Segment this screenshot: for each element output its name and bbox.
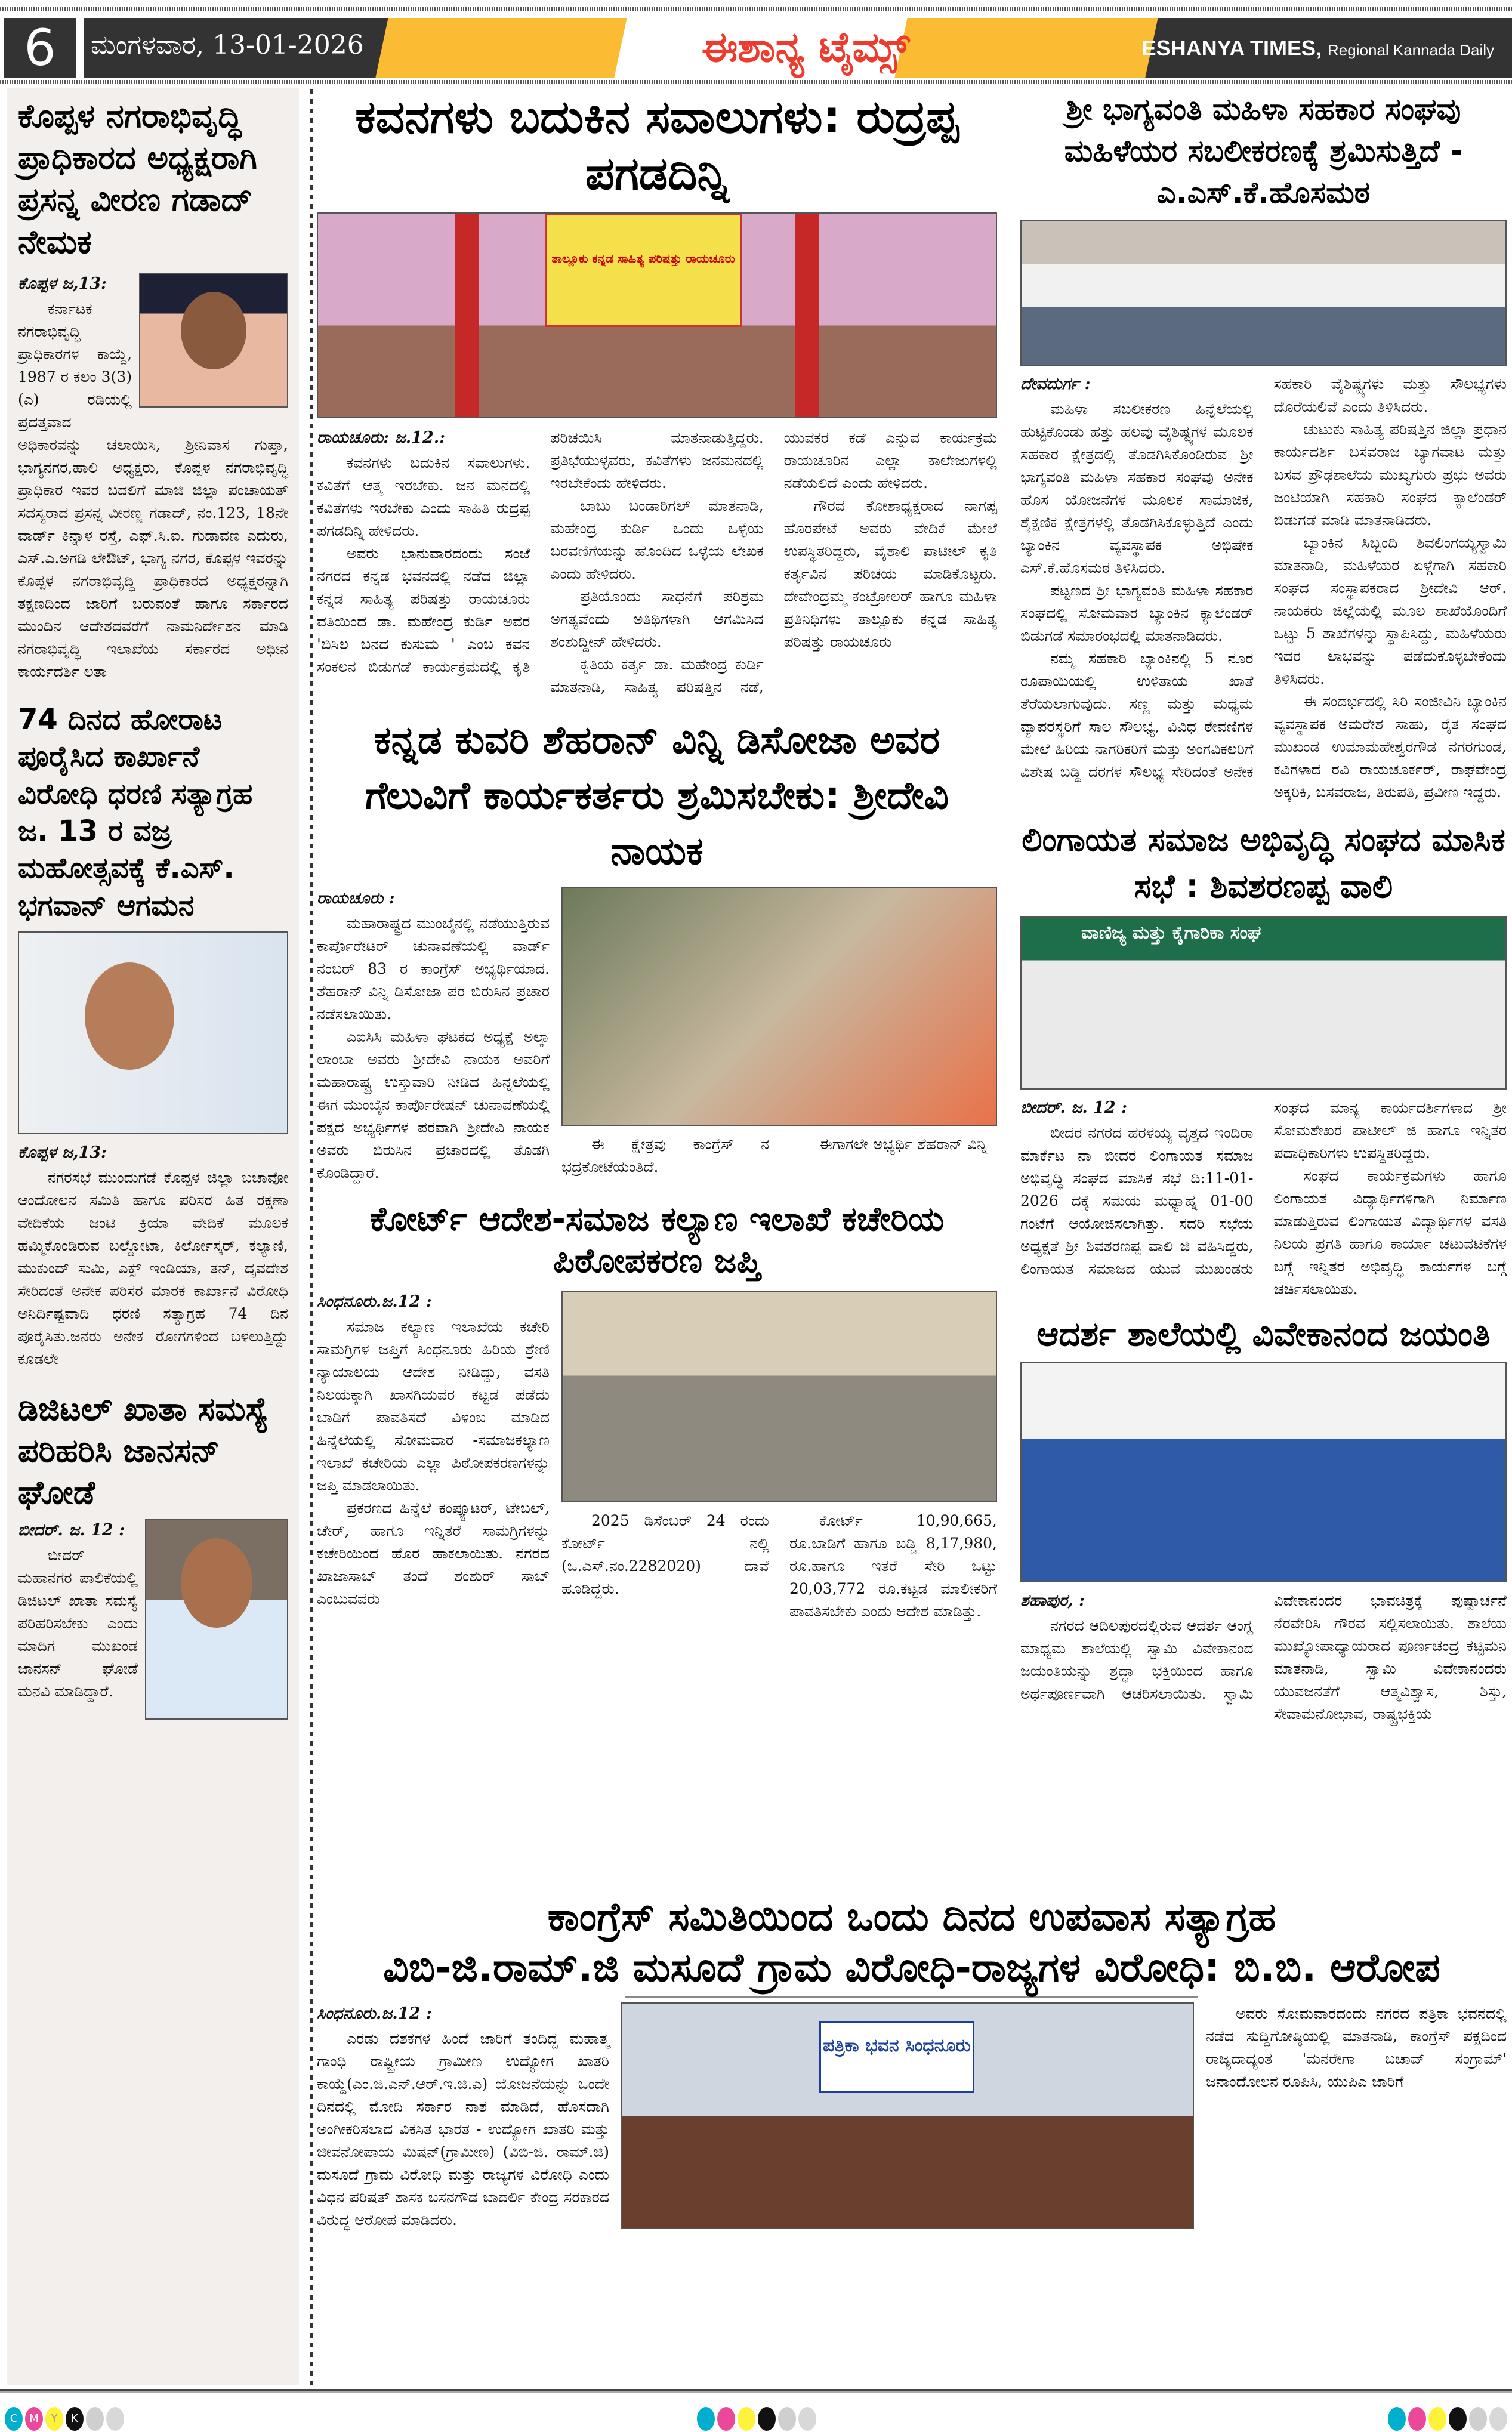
black-mark: K	[66, 2407, 84, 2431]
article-poetry	[317, 88, 997, 699]
article-court-seizure	[317, 1199, 997, 1623]
press-meet-photo	[621, 2002, 1194, 2229]
dateline: ಬೀದರ್. ಜ. 12 :	[18, 1520, 125, 1539]
paragraph: ಮಹಿಳಾ ಸಬಲೀಕರಣ ಹಿನ್ನೆಲೆಯಲ್ಲಿ ಹುಟ್ಟಿಕೊಂಡು ಹತ್ತು ಹಲವು ವೈಶಿಷ್ಟ್ಯಗಳ ಮೂಲಕ ಸಹಕಾರ ಕ್ಷೇತ್ರದಲ್ಲಿ ತೊಡಗಿಸಿಕೊಂಡಿರುವ ಶ್ರೀ ಭಾಗ್ಯವಂತಿ ಮಹಿಳಾ ಸಹಕಾರ ಸಂಘವು ಅನೇಕ ಹೊಸ ಯೋಜನೆಗಳ ಮೂಲಕ ಸಾಮಾಜಿಕ, ಶೈಕ್ಷಣಿಕ ಕ್ಷೇತ್ರಗಳಲ್ಲಿ ತೊಡಗಿಸಿಕೊಳ್ಳುತ್ತಿದೆ ಎಂದು ಬ್ಯಾಂಕಿನ ವ್ಯವಸ್ಥಾಪಕ ಅಭಿಷೇಕ ಎಸ್.ಕೆ.ಹೊಸಮಠ ತಿಳಿಸಿದರು.	[1020, 400, 1254, 576]
article-shreedevi	[317, 713, 997, 1184]
article-lingayat	[1020, 817, 1507, 1301]
dateline: ರಾಯಚೂರು :	[317, 889, 395, 908]
dateline: ಸಿಂಧನೂರು.ಜ.12 :	[317, 2004, 432, 2023]
paragraph: ಗೌರವ ಕೋಶಾಧ್ಯಕ್ಷರಾದ ನಾಗಪ್ಪ ಹೊರಪೇಟೆ ಅವರು ವೇದಿಕೆ ಮೇಲೆ ಉಪಸ್ಥಿತರಿದ್ದರು, ವೈಶಾಲಿ ಪಾಟೀಲ್ ಕೃತಿ ಕರ್ತೃವಿನ ಪರಿಚಯ ಮಾಡಿಕೊಟ್ಟರು. ದೇವೇಂದ್ರಮ್ಮ ಕಂಟ್ರೋಲರ್ ಹಾಗೂ ಮಹಿಳಾ ಪ್ರತಿನಿಧಿಗಳು ತಾಲ್ಲೂಕು ಕನ್ನಡ ಸಾಹಿತ್ಯ ಪರಿಷತ್ತು ರಾಯಚೂರು	[783, 497, 997, 650]
issue-date: ಮಂಗಳವಾರ, 13-01-2026	[91, 30, 364, 60]
paragraph: ಕೋರ್ಟ್ 10,90,665, ರೂ.ಬಾಡಿಗೆ ಹಾಗೂ ಬಡ್ಡಿ 8,17,980, ರೂ.ಹಾಗೂ ಇತರೆ ಸೇರಿ ಒಟ್ಟು 20,03,772 ರೂ.ಕಟ್ಟಡ ಮಾಲೀಕರಿಗೆ ಪಾವತಿಸಬೇಕು ಎಂದು ಆದೇಶ ಮಾಡಿತ್ತು.	[789, 1512, 997, 1621]
article-koppal-uda	[18, 95, 288, 683]
paragraph: ಸಂಘದ ಕಾರ್ಯಕ್ರಮಗಳು ಹಾಗೂ ಲಿಂಗಾಯತ ವಿದ್ಯಾರ್ಥಿಗಳಿಗಾಗಿ ನಿರ್ಮಾಣ ಮಾಡುತ್ತಿರುವ ಲಿಂಗಾಯತ ವಿದ್ಯಾರ್ಥಿಗಳ ವಸತಿ ನಿಲಯ ಪ್ರಗತಿ ಹಾಗೂ ಕಾರ್ಯಾ ಚಟುವಟಿಕೆಗಳ ಬಗ್ಗೆ ಇನ್ನಿತರ ಅಭಿವೃದ್ಧಿ ಕಾರ್ಯಗಳ ಬಗ್ಗೆ ಚರ್ಚಿಸಲಾಯಿತು.	[1273, 1166, 1507, 1298]
paragraph: ಪ್ರಕರಣದ ಹಿನ್ನೆಲೆ ಕಂಪ್ಯೂಟರ್, ಟೇಬಲ್, ಚೇರ್, ಹಾಗೂ ಇನ್ನಿತರೆ ಸಾಮಗ್ರಿಗಳನ್ನು ಕಚೇರಿಯಿಂದ ಹೊರ ಹಾಕಲಾಯಿತು. ನಗರದ ಖಾಜಾಸಾಬ್ ತಂದೆ ಶಂಶುರ್ ಸಾಬ್ ಎಂಬುವವರು	[317, 1499, 550, 1608]
article-vivekananda	[1020, 1314, 1507, 1726]
paragraph: ಮಹಾರಾಷ್ಟ್ರದ ಮುಂಬೈನಲ್ಲಿ ನಡೆಯುತ್ತಿರುವ ಕಾರ್ಪೊರೇಟರ್ ಚುನಾವಣೆಯಲ್ಲಿ ವಾರ್ಡ್ ನಂಬರ್ 83 ರ ಕಾಂಗ್ರೆಸ್ ಅಭ್ಯರ್ಥಿಯಾದ. ಶೆಹರಾನ್ ವಿನ್ನಿ ಡಿಸೋಜಾ ಪರ ಬಿರುಸಿನ ಪ್ರಚಾರ ನಡೆಸಲಾಯಿತು.	[317, 915, 550, 1023]
grey-mark	[106, 2407, 124, 2431]
footer-rule	[0, 2389, 1512, 2393]
paragraph: ಕವನಗಳು ಬದುಕಿನ ಸವಾಲುಗಳು. ಕವಿತೆಗೆ ಆತ್ಮ ಇರಬೇಕು. ಜನ ಮನದಲ್ಲಿ ಕವಿತೆಗಳು ಇರಬೇಕು ಎಂದು ಸಾಹಿತಿ ರುದ್ರಪ್ಪ ಪಗಡದಿನ್ನಿ ಹೇಳಿದರು.	[317, 454, 530, 539]
tagline: Regional Kannada Daily	[1328, 41, 1494, 59]
cmyk-marks-center	[697, 2407, 816, 2431]
middle-column	[317, 88, 997, 1623]
page-number: 6	[4, 18, 76, 78]
seizure-photo	[561, 1291, 997, 1502]
school-photo	[1020, 1362, 1507, 1582]
photo-sign: ಪತ್ರಿಕಾ ಭವನ ಸಿಂಧನೂರು	[819, 2021, 974, 2093]
headline: ಶ್ರೀ ಭಾಗ್ಯವಂತಿ ಮಹಿಳಾ ಸಹಕಾರ ಸಂಘವು ಮಹಿಳೆಯರ ಸಬಲೀಕರಣಕ್ಕೆ ಶ್ರಮಿಸುತ್ತಿದೆ - ಎ.ಎಸ್.ಕೆ.ಹೊಸಮಠ	[1064, 92, 1463, 210]
headline: ಕನ್ನಡ ಕುವರಿ ಶೆಹರಾನ್ ವಿನ್ನಿ ಡಿಸೋಜಾ ಅವರ ಗೆಲುವಿಗೆ ಕಾರ್ಯಕರ್ತರು ಶ್ರಮಿಸಬೇಕು: ಶ್ರೀದೇವಿ ನಾಯಕ	[365, 718, 949, 874]
cmyk-marks-left	[5, 2407, 124, 2431]
paragraph: ನಗರದ ಆದಿಲಪುರದಲ್ಲಿರುವ ಆದರ್ಶ ಆಂಗ್ಲ ಮಾಧ್ಯಮ ಶಾಲೆಯಲ್ಲಿ ಸ್ವಾಮಿ ವಿವೇಕಾನಂದ ಜಯಂತಿಯನ್ನು ಶ್ರದ್ಧಾ ಭಕ್ತಿಯಿಂದ ಹಾಗೂ ಅರ್ಥಪೂರ್ಣವಾಗಿ ಆಚರಿಸಲಾಯಿತು. ಸ್ವಾಮಿ ವಿವೇಕಾನಂದರ ಭಾವಚಿತ್ರಕ್ಕೆ ಪುಷ್ಪಾರ್ಚನೆ ನೆರವೇರಿಸಿ ಗೌರವ ಸಲ್ಲಿಸಲಾಯಿತು. ಶಾಲೆಯ ಮುಖ್ಯೋಪಾಧ್ಯಾಯರಾದ ಪೂರ್ಣಚಂದ್ರ ಕಟ್ಟಿಮನಿ ಮಾತನಾಡಿ, ಸ್ವಾಮಿ ವಿವೇಕಾನಂದರು ಯುವಜನತೆಗೆ ಆತ್ಮವಿಶ್ವಾಸ, ಶಿಸ್ತು, ಸೇವಾಮನೋಭಾವ, ರಾಷ್ಟ್ರಭಕ್ತಿಯ	[1020, 1591, 1507, 1723]
magenta-mark: M	[25, 2407, 43, 2431]
dateline: ಕೊಪ್ಪಳ ಜ,13:	[18, 1143, 107, 1162]
paragraph: ಬೀದರ್ ಮಹಾನಗರ ಪಾಲಿಕೆಯಲ್ಲಿ ಡಿಜಿಟಲ್ ಖಾತಾ ಸಮಸ್ಯೆ ಪರಿಹರಿಸಬೇಕು ಎಂದು ಮಾದಿಗ ಮುಖಂಡ ಜಾನಸನ್ ಘೋಡೆ ಮನವಿ ಮಾಡಿದ್ದಾರೆ.	[18, 1546, 138, 1700]
headline: ಕವನಗಳು ಬದುಕಿನ ಸವಾಲುಗಳು: ರುದ್ರಪ್ಪ ಪಗಡದಿನ್ನಿ	[355, 90, 959, 200]
paragraph: ಚುಟುಕು ಸಾಹಿತ್ಯ ಪರಿಷತ್ತಿನ ಜಿಲ್ಲಾ ಪ್ರಧಾನ ಕಾರ್ಯದರ್ಶಿ ಬಸವರಾಜ ಬ್ಯಾಗವಾಟ ಮತ್ತು ಬಸವ ಪ್ರೌಢಶಾಲೆಯ ಮುಖ್ಯಗುರು ಪ್ರಭು ಅವರು ಜಂಟಿಯಾಗಿ ಸಹಕಾರಿ ಸಂಘದ ಕ್ಯಾಲೆಂಡರ್ ಬಿಡುಗಡೆ ಮಾಡಿ ಮಾತನಾಡಿದರು.	[1273, 421, 1507, 529]
paragraph: ಈ ಸಂದರ್ಭದಲ್ಲಿ ಸಿರಿ ಸಂಜೀವಿನಿ ಬ್ಯಾಂಕಿನ ವ್ಯವಸ್ಥಾಪಕ ಅಮರೇಶ ಸಾಹು, ರೈತ ಸಂಘದ ಮುಖಂಡ ಉಮಾಮಹೇಶ್ವರಗೌಡ ನಗರಗುಂಡ, ಕವಿಗಳಾದ ರವಿ ರಾಯಚೂರ್ಕರ್, ರಾಘವೇಂದ್ರ ಅಕ್ಕರಿಕಿ, ಬಸವರಾಜ, ತಿರುಪತಿ, ಪ್ರವೀಣ ಇದ್ದರು.	[1273, 693, 1507, 801]
article-factory-protest	[18, 701, 288, 1371]
dateline: ದೇವದುರ್ಗ :	[1020, 375, 1091, 393]
photo-banner: ತಾಲ್ಲೂಕು ಕನ್ನಡ ಸಾಹಿತ್ಯ ಪರಿಷತ್ತು ರಾಯಚೂರು	[545, 214, 742, 327]
paragraph: ನಮ್ಮ ಸಹಕಾರಿ ಬ್ಯಾಂಕಿನಲ್ಲಿ 5 ನೂರ ರೂಪಾಯಿಯಲ್ಲಿ ಉಳಿತಾಯ ಖಾತೆ ತೆರೆಯಲಾಗುವುದು. ಸಣ್ಣ ಮತ್ತು ಮಧ್ಯಮ ವ್ಯಾಪರಸ್ಥರಿಗೆ ಸಾಲ ಸೌಲಭ್ಯ, ವಿವಿಧ ಠೇವಣಿಗಳ ಮೇಲೆ ಹಿರಿಯ ನಾಗರಿಕರಿಗೆ ಮತ್ತು ಅಂಗವಿಕಲರಿಗೆ ವಿಶೇಷ ಬಡ್ಡಿ ದರಗಳ ಸೌಲಭ್ಯ ಸೇರಿದಂತೆ ಅನೇಕ ಸಹಕಾರಿ ವೈಶಿಷ್ಟ್ಯಗಳು ಮತ್ತು ಸೌಲಭ್ಯಗಳು ದೊರೆಯಲಿವೆ ಎಂದು ತಿಳಿಸಿದರು.	[1020, 375, 1507, 780]
portrait-photo	[139, 273, 288, 408]
paragraph: ಈಗಾಗಲೇ ಅಭ್ಯರ್ಥಿ ಶೆಹರಾನ್ ವಿನ್ನಿ	[819, 1135, 988, 1153]
paragraph: ಕರ್ನಾಟಕ ನಗರಾಭಿವೃದ್ಧಿ ಪ್ರಾಧಿಕಾರಗಳ ಕಾಯ್ದೆ, 1987 ರ ಕಲಂ 3(3) (ಎ) ರಡಿಯಲ್ಲಿ ಪ್ರದತ್ತವಾದ ಅಧಿಕಾರವನ್ನು ಚಲಾಯಿಸಿ, ಶ್ರೀನಿವಾಸ ಗುಪ್ತಾ, ಭಾಗ್ಯನಗರ,ಹಾಲಿ ಅಧ್ಯಕ್ಷರು, ಕೊಪ್ಪಳ ನಗರಾಭಿವೃದ್ಧಿ ಪ್ರಾಧಿಕಾರ ಇವರ ಬದಲಿಗೆ ಮಾಜಿ ಜಿಲ್ಲಾ ಪಂಚಾಯತ್ ಸದಸ್ಯರಾದ ಪ್ರಸನ್ನ ವೀರಣ್ಣ ಗಡಾದ್, ನಂ.123, 18ನೇ ವಾರ್ಡ್ ಕಿನ್ನಾಳ ರಸ್ತೆ, ಎಫ್.ಸಿ.ಐ. ಗುಡಾವಣ ಎದುರು, ಎಸ್.ಎ.ಅಗಡಿ ಲೇಔಟ್, ಭಾಗ್ಯ ನಗರ, ಕೊಪ್ಪಳ ಇವರನ್ನು ಕೊಪ್ಪಳ ನಗರಾಭಿವೃದ್ಧಿ ಪ್ರಾಧಿಕಾರದ ಅಧ್ಯಕ್ಷರನ್ನಾಗಿ ತಕ್ಷಣದಿಂದ ಜಾರಿಗೆ ಬರುವಂತೆ ಹಾಗೂ ಸರ್ಕಾರದ ಮುಂದಿನ ಆದೇಶದವರೆಗೆ ನಾಮನಿರ್ದೇಶನ ಮಾಡಿ ನಗರಾಭಿವೃದ್ಧಿ ಇಲಾಖೆಯ ಸರ್ಕಾರದ ಅಧೀನ ಕಾರ್ಯದರ್ಶಿ ಲತಾ	[18, 300, 288, 680]
paragraph: ಬೀದರ ನಗರದ ಹರಳಯ್ಯ ವೃತ್ತದ ಇಂದಿರಾ ಮಾರ್ಕೆಟ ನಾ ಬೀದರ ಲಿಂಗಾಯತ ಸಮಾಜ ಅಭಿವೃದ್ಧಿ ಸಂಘದ ಮಾಸಿಕ ಸಭೆ ದಿ:11-01-2026 ದಕ್ಕೆ ಸಮಯ ಮಧ್ಯಾಹ್ನ 01-00 ಗಂಟೆಗೆ ಆಯೋಜಿಸಲಾಗಿತ್ತು. ಸದರಿ ಸಭೆಯ ಅಧ್ಯಕ್ಷತೆ ಶ್ರೀ ಶಿವಶರಣಪ್ಪ ವಾಲಿ ಜಿ ವಹಿಸಿದ್ದರು, ಲಿಂಗಾಯತ ಸಮಾಜದ ಯುವ ಮುಖಂಡರು ಸಂಘದ ಮಾನ್ಯ ಕಾರ್ಯದರ್ಶಿಗಳಾದ ಶ್ರೀ ಸೋಮಶೇಖರ ಪಾಟೀಲ್ ಜಿ ಹಾಗೂ ಇನ್ನಿತರ ಪದಾಧಿಕಾರಿಗಳು ಉಪಸ್ಥಿತರಿದ್ದರು.	[1020, 1098, 1507, 1277]
masthead	[84, 18, 1512, 78]
paragraph: ಎಐಸಿಸಿ ಮಹಿಳಾ ಘಟಕದ ಅಧ್ಯಕ್ಷೆ ಅಲ್ಕಾ ಲಾಂಬಾ ಅವರು ಶ್ರೀದೇವಿ ನಾಯಕ ಅವರಿಗೆ ಮಹಾರಾಷ್ಟ್ರ ಉಸ್ತುವಾರಿ ನೀಡಿದ ಹಿನ್ನಲೆಯಲ್ಲಿ ಈಗ ಮುಂಬೈನ ಕಾರ್ಪೊರೇಷನ್ ಚುನಾವಣೆಯಲ್ಲಿ ಪಕ್ಷದ ಅಭ್ಯರ್ಥಿಗಳ ಪರವಾಗಿ ಶ್ರೀದೇವಿ ನಾಯಕ ಅವರು ಬಿರುಸಿನ ಪ್ರಚಾರದಲ್ಲಿ ತೊಡಗಿ ಕೊಂಡಿದ್ದಾರೆ.	[317, 1028, 550, 1182]
headline-line-1: ಕಾಂಗ್ರೆಸ್ ಸಮಿತಿಯಿಂದ ಒಂದು ದಿನದ ಉಪವಾಸ ಸತ್ಯಾಗ್ರಹ	[547, 1893, 1276, 1940]
meeting-photo	[1020, 916, 1507, 1090]
dateline: ರಾಯಚೂರು: ಜ.12.:	[317, 428, 446, 447]
right-column	[1020, 88, 1507, 1726]
paragraph: ಎರಡು ದಶಕಗಳ ಹಿಂದೆ ಜಾರಿಗೆ ತಂದಿದ್ದ ಮಹಾತ್ಮ ಗಾಂಧಿ ರಾಷ್ಟ್ರೀಯ ಗ್ರಾಮೀಣ ಉದ್ಯೋಗ ಖಾತರಿ ಕಾಯ್ದೆ(ಎಂ.ಜಿ.ಎನ್.ಆರ್.ಇ.ಜಿ.ಎ) ಯೋಜನೆಯನ್ನು ಒಂದೇ ದಿನದಲ್ಲಿ ಮೋದಿ ಸರ್ಕಾರ ನಾಶ ಮಾಡಿದೆ, ಹೊಸದಾಗಿ ಅಂಗೀಕರಿಸಲಾದ ವಿಕಸಿತ ಭಾರತ - ಉದ್ಯೋಗ ಖಾತರಿ ಮತ್ತು ಜೀವನೋಪಾಯ ಮಿಷನ್(ಗ್ರಾಮೀಣ) (ವಿಬಿ-ಜಿ. ರಾಮ್.ಜಿ) ಮಸೂದೆ ಗ್ರಾಮ ವಿರೋಧಿ ಮತ್ತು ರಾಜ್ಯಗಳ ವಿರೋಧಿ ಎಂದು ವಿಧನ ಪರಿಷತ್ ಶಾಸಕ ಬಸನಗೌಡ ಬಾದರ್ಲಿ ಕೇಂದ್ರ ಸರಕಾರದ ವಿರುದ್ಧ ಆರೋಪ ಮಾಡಿದರು.	[317, 2030, 609, 2229]
paragraph: ಈ ಕ್ಷೇತ್ರವು ಕಾಂಗ್ರೆಸ್ ನ ಭದ್ರಕೋಟೆಯಂತಿದೆ.	[561, 1135, 769, 1176]
headline-rule	[625, 1996, 1198, 1998]
paragraph: ಪಟ್ಟಣದ ಶ್ರೀ ಭಾಗ್ಯವಂತಿ ಮಹಿಳಾ ಸಹಕಾರ ಸಂಘದಲ್ಲಿ ಸೋಮವಾರ ಬ್ಯಾಂಕಿನ ಕ್ಯಾಲೆಂಡರ್ ಬಿಡುಗಡೆ ಸಮಾರಂಭದಲ್ಲಿ ಮಾತನಾಡಿದರು.	[1020, 582, 1254, 644]
portrait-photo	[18, 931, 288, 1134]
photo-banner: ವಾಣಿಜ್ಯ ಮತ್ತು ಕೈಗಾರಿಕಾ ಸಂಘ	[1081, 922, 1261, 943]
headline: ಕೊಪ್ಪಳ ನಗರಾಭಿವೃದ್ಧಿ ಪ್ರಾಧಿಕಾರದ ಅಧ್ಯಕ್ಷರಾಗಿ ಪ್ರಸನ್ನ ವೀರಣ ಗಡಾದ್ ನೇಮಕ	[18, 97, 257, 261]
headline: ಕೋರ್ಟ್ ಆದೇಶ-ಸಮಾಜ ಕಲ್ಯಾಣ ಇಲಾಖೆ ಕಚೇರಿಯ ಪಿಠೋಪಕರಣ ಜಪ್ತಿ	[369, 1200, 945, 1281]
headline: ಆದರ್ಶ ಶಾಲೆಯಲ್ಲಿ ವಿವೇಕಾನಂದ ಜಯಂತಿ	[1036, 1314, 1491, 1354]
calendar-release-photo	[1020, 220, 1507, 366]
paragraph: ಬ್ಯಾಂಕಿನ ಸಿಬ್ಬಂದಿ ಶಿವಲಿಂಗಯ್ಯಸ್ವಾಮಿ ಮಾತನಾಡಿ, ಮಹಿಳೆಯರ ಏಳ್ಗೆಗಾಗಿ ಸಹಕಾರಿ ಸಂಘದ ಸಂಸ್ಥಾಪಕರಾದ ಶ್ರೀದೇವಿ ಆರ್. ನಾಯಕರು ಜಿಲ್ಲೆಯಲ್ಲಿ ಮೂಲ ಶಾಖೆಯೊಂದಿಗೆ ಒಟ್ಟು 5 ಶಾಖೆಗಳನ್ನು ಸ್ಥಾಪಿಸಿದ್ದು, ಮಹಿಳೆಯರು ಇದರ ಲಾಭವನ್ನು ಪಡೆದುಕೊಳ್ಳಬೇಕೆಂದು ತಿಳಿಸಿದರು.	[1273, 534, 1507, 687]
dateline: ಶಹಾಪುರ, :	[1020, 1591, 1085, 1610]
headline-line-2: ವಿಬಿ-ಜಿ.ರಾಮ್.ಜಿ ಮಸೂದೆ ಗ್ರಾಮ ವಿರೋಧಿ-ರಾಜ್ಯಗಳ ವಿರೋಧಿ: ಬಿ.ಬಿ. ಆರೋಪ	[383, 1945, 1440, 1991]
dateline: ಬೀದರ್. ಜ. 12 :	[1020, 1098, 1128, 1117]
paragraph: 2025 ಡಿಸೆಂಬರ್ 24 ರಂದು ಕೋರ್ಟ್ ನಲ್ಲಿ (ಒ.ಎಸ್.ನಂ.2282020) ದಾವೆ ಹೂಡಿದ್ದರು.	[561, 1512, 769, 1598]
paragraph: ಅವರು ಸೋಮವಾರದಂದು ನಗರದ ಪತ್ರಿಕಾ ಭವನದಲ್ಲಿ ನಡೆದ ಸುದ್ದಿಗೋಷ್ಠಿಯಲ್ಲಿ ಮಾತನಾಡಿ, ಕಾಂಗ್ರೆಸ್ ಪಕ್ಷದಿಂದ ರಾಜ್ಯದಾದ್ಯಂತ 'ಮನರೇಗಾ ಬಚಾವ್ ಸಂಗ್ರಾಮ್' ಜನಾಂದೋಲನ ರೂಪಿಸಿ, ಯುಪಿಎ ಜಾರಿಗೆ	[1206, 2005, 1507, 2091]
event-photo	[317, 212, 997, 418]
paragraph: ನಗರಸಭೆ ಮುಂದುಗಡೆ ಕೊಪ್ಪಳ ಜಿಲ್ಲಾ ಬಚಾವೋ ಆಂದೋಲನ ಸಮಿತಿ ಹಾಗೂ ಪರಿಸರ ಹಿತ ರಕ್ಷಣಾ ವೇದಿಕೆಯ ಜಂಟಿ ಕ್ರಿಯಾ ವೇದಿಕೆ ಮೂಲಕ ಹಮ್ಮಿಕೊಂಡಿರುವ ಬಲ್ಡೋಟಾ, ಕಿರ್ಲೋಸ್ಕರ್, ಕಲ್ಯಾಣಿ, ಮುಕುಂದ್ ಸುಮಿ, ಎಕ್ಸ್ ಇಂಡಿಯಾ, ತನ್, ದೃವದೇಶ ಸೇರಿದಂತೆ ಅನೇಕ ಪರಿಸರ ಮಾರಕ ಕಾರ್ಖಾನೆ ವಿರೋಧಿ ಅನಿರ್ದಿಷ್ಟವಾದಿ ಧರಣಿ ಸತ್ಯಾಗ್ರಹ 74 ದಿನ ಪೂರೈಸಿತು.ಜನರು ಅನೇಕ ರೋಗಗಳಿಂದ ಬಳಲುತ್ತಿದ್ದು ಕೂಡಲೇ	[18, 1169, 288, 1368]
paragraph: ಪ್ರತಿಯೊಂದು ಸಾಧನೆಗೆ ಪರಿಶ್ರಮ ಅಗತ್ಯವೆಂದು ಅತಿಥಿಗಳಾಗಿ ಆಗಮಿಸಿದ ಶಂಶುದ್ದೀನ್ ಹೇಳಿದರು.	[550, 588, 764, 650]
paragraph: ಅವರು ಭಾನುವಾರದಂದು ಸಂಜೆ ನಗರದ ಕನ್ನಡ ಭವನದಲ್ಲಿ ನಡೆದ ಜಿಲ್ಲಾ ಕನ್ನಡ ಸಾಹಿತ್ಯ ಪರಿಷತ್ತು ರಾಯಚೂರು ವತಿಯಿಂದ ಡಾ. ಮಹೇಂದ್ರ ಕುರ್ಡಿ ಅವರ 'ಬಿಸಿಲ ಬನದ ಕುಸುಮ ' ಎಂಬ ಕವನ ಸಂಕಲನ ಬಿಡುಗಡೆ ಕಾರ್ಯಕ್ರಮದಲ್ಲಿ ಕೃತಿ ಪರಿಚಯಿಸಿ ಮಾತನಾಡುತ್ತಿದ್ದರು. ಪ್ರತಿಭೆಯುಳ್ಳವರು, ಕವಿತೆಗಳು ಜನಮನದಲ್ಲಿ ಇರಬೇಕೆಂದು ಹೇಳಿದರು.	[317, 429, 764, 675]
english-title	[1142, 36, 1494, 61]
cyan-mark: C	[5, 2407, 23, 2431]
newspaper-logo: ಈಶಾನ್ಯ ಟೈಮ್ಸ್	[701, 23, 910, 72]
dateline: ಸಿಂಧನೂರು.ಜ.12 :	[317, 1292, 432, 1311]
headline: ಲಿಂಗಾಯತ ಸಮಾಜ ಅಭಿವೃದ್ಧಿ ಸಂಘದ ಮಾಸಿಕ ಸಭೆ : ಶಿವಶರಣಪ್ಪ ವಾಲಿ	[1022, 821, 1505, 906]
portrait-photo	[145, 1519, 288, 1720]
column-divider	[310, 89, 313, 2387]
header-bottom-border	[0, 80, 1512, 84]
page-grid	[7, 88, 1507, 2385]
grey-mark	[86, 2407, 104, 2431]
english-name: ESHANYA TIMES,	[1141, 36, 1322, 60]
dateline: ಕೊಪ್ಪಳ ಜ,13:	[18, 274, 107, 293]
top-border	[0, 7, 1512, 11]
article-cooperative	[1020, 88, 1507, 804]
article-digital-khata	[18, 1388, 288, 1724]
paragraph: ಬಾಬು ಬಂಡಾರಿಗಲ್ ಮಾತನಾಡಿ, ಮಹೇಂದ್ರ ಕುರ್ಡಿ ಒಂದು ಒಳ್ಳೆಯ ಬರವಣಿಗೆಯನ್ನು ಹೊಂದಿದ ಒಳ್ಳೆಯ ಲೇಖಕ ಎಂದು ಹೇಳಿದರು.	[550, 497, 764, 582]
campaign-photo	[561, 887, 997, 1126]
headline: 74 ದಿನದ ಹೋರಾಟ ಪೂರೈಸಿದ ಕಾರ್ಖಾನೆ ವಿರೋಧಿ ಧರಣಿ ಸತ್ಯಾಗ್ರಹ ಜ. 13 ರ ವಜ್ರ ಮಹೋತ್ಸವಕ್ಕೆ ಕೆ.ಎಸ್. ಭಗವಾನ್ ಆಗಮನ	[18, 702, 253, 922]
yellow-mark: Y	[45, 2407, 63, 2431]
paragraph: ಸಮಾಜ ಕಲ್ಯಾಣ ಇಲಾಖೆಯ ಕಚೇರಿ ಸಾಮಗ್ರಿಗಳ ಜಪ್ತಿಗೆ ಸಿಂಧನೂರು ಹಿರಿಯ ಶ್ರೇಣಿ ನ್ಯಾಯಾಲಯ ಆದೇಶ ನೀಡಿದ್ದು, ವಸತಿ ನಿಲಯಕ್ಕಾಗಿ ಖಾಸಗಿಯವರ ಕಟ್ಟಡ ಪಡೆದು ಬಾಡಿಗೆ ಪಾವತಿಸದೆ ವಿಳಂಬ ಮಾಡಿದ ಹಿನ್ನೆಲೆಯಲ್ಲಿ ಸೋಮವಾರ -ಸಮಾಜಕಲ್ಯಾಣ ಇಲಾಖೆ ಕಚೇರಿಯ ಎಲ್ಲಾ ಪಿಠೋಪಕರಣಗಳನ್ನು ಜಪ್ತಿ ಮಾಡಲಾಯಿತು.	[317, 1318, 550, 1495]
cmyk-marks-right	[1388, 2407, 1507, 2431]
paragraph: ಕೃತಿಯ ಕರ್ತೃ ಡಾ. ಮಹೇಂದ್ರ ಕುರ್ಡಿ ಮಾತನಾಡಿ, ಸಾಹಿತ್ಯ ಪರಿಷತ್ತಿನ ನಡೆ, ಯುವಕರ ಕಡೆ ಎನ್ನುವ ಕಾರ್ಯಕ್ರಮ ರಾಯಚೂರಿನ ಎಲ್ಲಾ ಕಾಲೇಜುಗಳಲ್ಲಿ ನಡೆಯಲಿದೆ ಎಂದು ಹೇಳಿದರು.	[550, 429, 997, 696]
left-sidebar	[7, 88, 299, 2385]
article-congress-protest	[317, 1891, 1507, 2232]
headline: ಡಿಜಿಟಲ್ ಖಾತಾ ಸಮಸ್ಯೆ ಪರಿಹರಿಸಿ ಜಾನಸನ್ ಘೋಡೆ	[18, 1390, 269, 1512]
